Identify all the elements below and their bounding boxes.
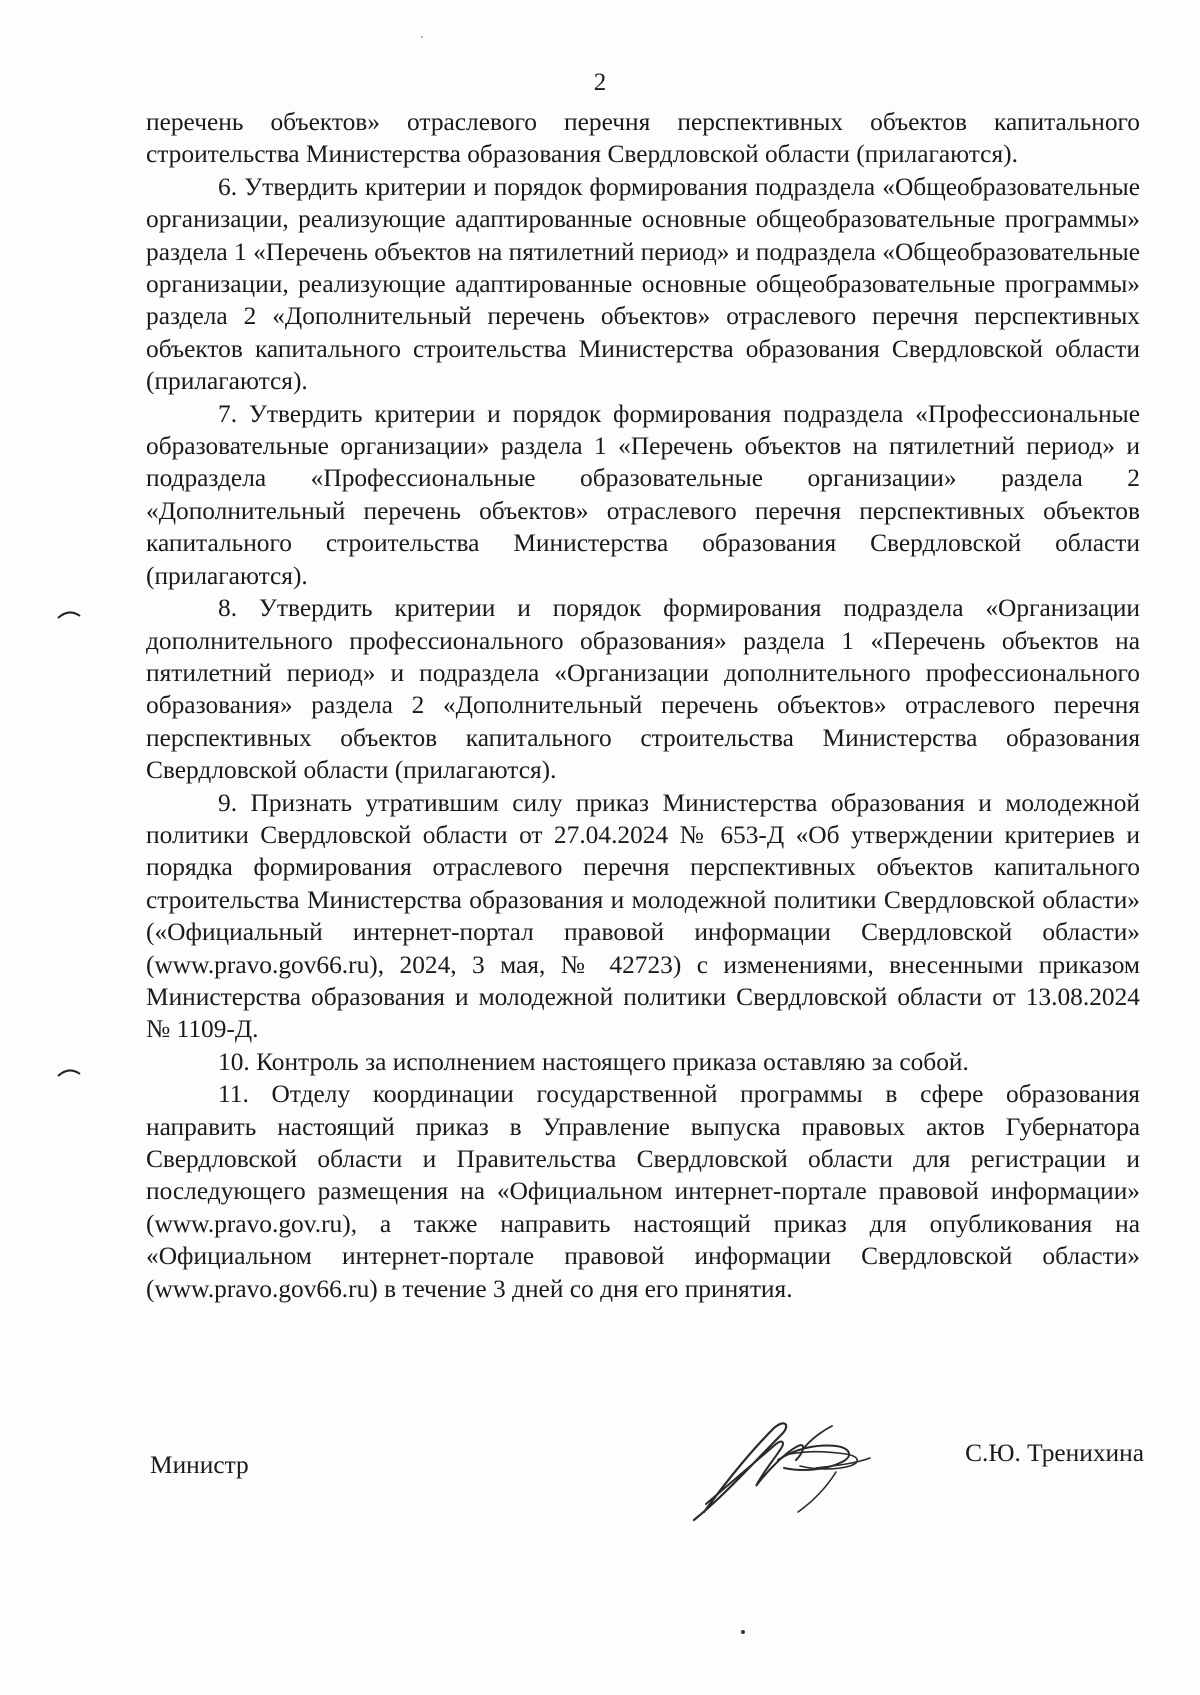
punch-mark-icon [56,1066,82,1078]
paragraph-item-10: 10. Контроль за исполнением настоящего приказа оставляю за собой. [218,1047,969,1076]
signature-block [146,1408,1146,1528]
paragraph-item-9: 9. Признать утратившим силу приказ Министерства образования и молодежной политики Свердловской области от 27.04.2024 № 653-Д «Об утверждении критериев и порядка формирования отраслевого перечня перспективных объектов капитального строительства Министерства образования и молодежной политики Свердловской области» («Официальный интернет-портал правовой информации Свердловской области» (www.pravo.gov66.ru), 2024, 3 мая, № 42723) с изменениями, внесенными приказом Министерства образования и молодежной политики Свердловской области от 13.08.2024 № 1109-Д. [146,788,1140,1044]
scan-speck [421,36,423,38]
punch-mark-icon [56,608,82,620]
scan-speck [741,1630,745,1634]
document-body [146,106,1140,1305]
paragraph-item-7: 7. Утвердить критерии и порядок формирования подраздела «Профессиональные образовательные организации» раздела 1 «Перечень объектов на пятилетний период» и подраздела «Профессиональные образовательные организации» раздела 2 «Дополнительный перечень объектов» отраслевого перечня перспективных объектов капитального строительства Министерства образования Свердловской области (прилагаются). [146,399,1140,590]
paragraph-continuation: перечень объектов» отраслевого перечня перспективных объектов капитального строительства Министерства образования Свердловской области (прилагаются). [146,108,1140,169]
paragraph-item-8: 8. Утвердить критерии и порядок формирования подраздела «Организации дополнительного профессионального образования» раздела 1 «Перечень объектов на пятилетний период» и подраздела «Организации дополнительного профессионального образования» раздела 2 «Дополнительный перечень объектов» отраслевого перечня перспективных объектов капитального строительства Министерства образования Свердловской области (прилагаются). [146,594,1140,785]
signer-position: Министр [150,1451,249,1479]
signer-name: С.Ю. Тренихина [965,1439,1144,1467]
paragraph-item-11: 11. Отделу координации государственной программы в сфере образования направить настоящий приказ в Управление выпуска правовых актов Губернатора Свердловской области и Правительства Свердловской области для регистрации и последующего размещения на «Официальном интернет-портале правовой информации» (www.pravo.gov.ru), а также направить настоящий приказ для опубликования на «Официальном интернет-портале правовой информации Свердловской области» (www.pravo.gov66.ru) в течение 3 дней со дня его принятия. [146,1080,1140,1303]
handwritten-signature-icon [686,1408,886,1528]
paragraph-item-6: 6. Утвердить критерии и порядок формирования подраздела «Общеобразовательные организации, реализующие адаптированные основные общеобразовательные программы» раздела 1 «Перечень объектов на пятилетний период» и подраздела «Общеобразовательные организации, реализующие адаптированные основные общеобразовательные программы» раздела 2 «Дополнительный перечень объектов» отраслевого перечня перспективных объектов капитального строительства Министерства образования Свердловской области (прилагаются). [146,172,1140,396]
page-number: 2 [593,69,607,96]
